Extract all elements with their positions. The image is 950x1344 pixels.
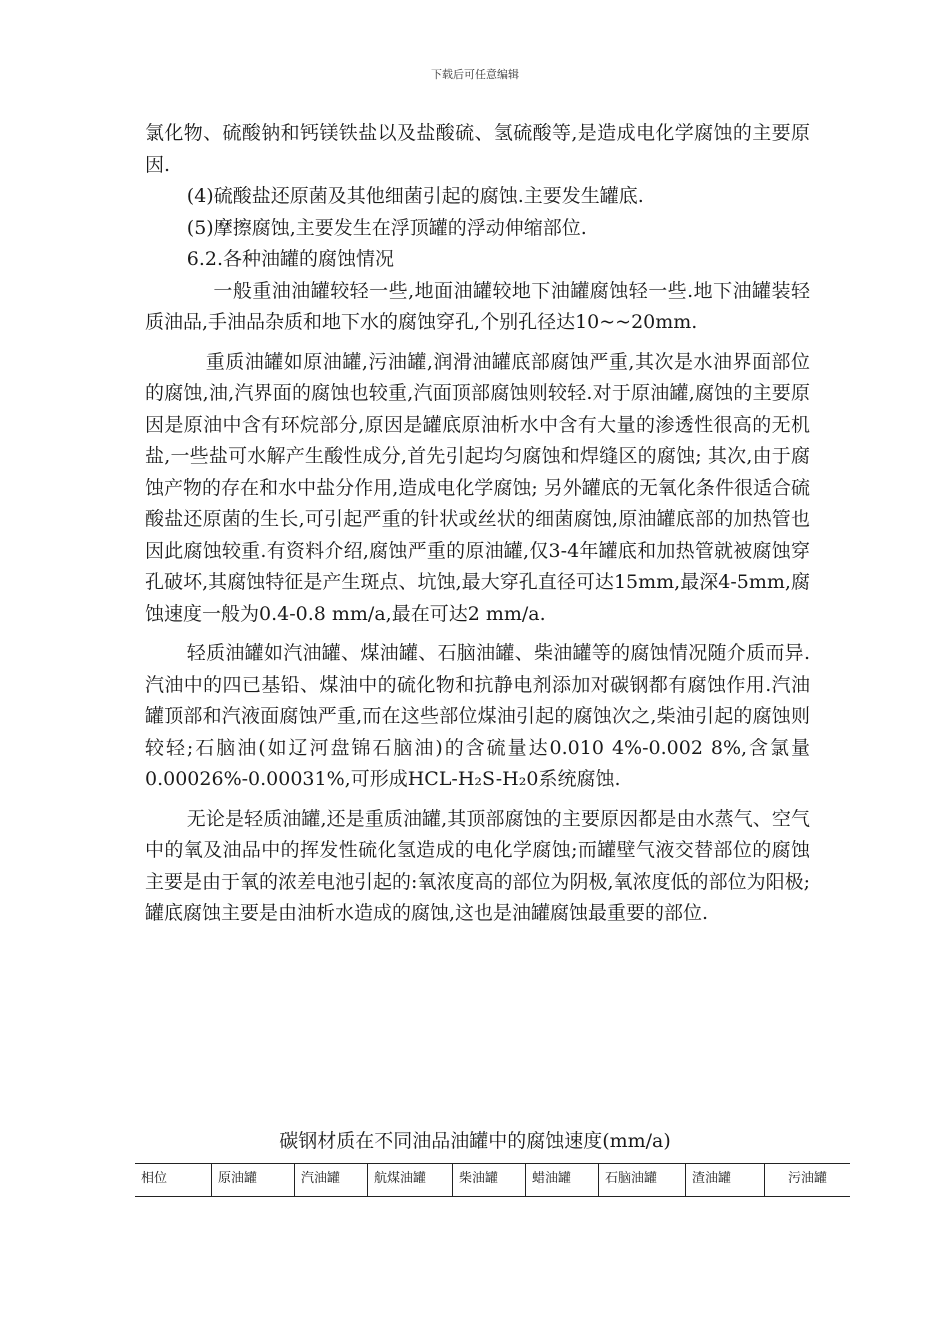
column-header: 污油罐 xyxy=(765,1164,851,1197)
column-header: 蜡油罐 xyxy=(526,1164,599,1197)
table-caption: 碳钢材质在不同油品油罐中的腐蚀速度(mm/a) xyxy=(279,1130,671,1152)
page-header: 下载后可任意编辑 xyxy=(431,68,519,81)
paragraph: 无论是轻质油罐,还是重质油罐,其顶部腐蚀的主要原因都是由水蒸气、空气中的氧及油品中的挥发性硫化氢造成的电化学腐蚀;而罐壁气液交替部位的腐蚀主要是由于氧的浓差电池引起的:氧浓度高的部位为阴极,氧浓度低的部位为阳极;罐底腐蚀主要是由油析水造成的腐蚀,这也是油罐腐蚀最重要的部位. xyxy=(145,807,810,924)
paragraph: 一般重油油罐较轻一些,地面油罐较地下油罐腐蚀轻一些.地下油罐装轻质油品,手油品杂质和地下水的腐蚀穿孔,个别孔径达10~~20mm. xyxy=(145,279,810,333)
paragraph: (4)硫酸盐还原菌及其他细菌引起的腐蚀.主要发生罐底. xyxy=(186,185,644,207)
column-header: 汽油罐 xyxy=(295,1164,368,1197)
paragraph: 轻质油罐如汽油罐、煤油罐、石脑油罐、柴油罐等的腐蚀情况随介质而异.汽油中的四已基铅、煤油中的硫化物和抗静电剂添加对碳钢都有腐蚀作用.汽油罐顶部和汽液面腐蚀严重,而在这些部位煤油引起的腐蚀次之,柴油引起的腐蚀则较轻;石脑油(如辽河盘锦石脑油)的含硫量达0.010 4%-0.002 8%,含氯量0.00026%-0.00031%,可形成HCL-H₂S-H₂0系统腐蚀. xyxy=(145,642,810,790)
column-header: 柴油罐 xyxy=(453,1164,526,1197)
document-body xyxy=(145,118,810,930)
column-header: 石脑油罐 xyxy=(599,1164,686,1197)
corrosion-rate-table xyxy=(135,1163,850,1197)
column-header: 相位 xyxy=(135,1164,212,1197)
column-header: 原油罐 xyxy=(212,1164,295,1197)
paragraph: (5)摩擦腐蚀,主要发生在浮顶罐的浮动伸缩部位. xyxy=(186,216,587,239)
column-header: 渣油罐 xyxy=(686,1164,765,1197)
column-header: 航煤油罐 xyxy=(368,1164,453,1197)
section-heading: 6.2.各种油罐的腐蚀情况 xyxy=(186,248,395,270)
table-header-row xyxy=(135,1164,850,1197)
paragraph: 重质油罐如原油罐,污油罐,润滑油罐底部腐蚀严重,其次是水油界面部位的腐蚀,油,汽界面的腐蚀也较重,汽面顶部腐蚀则较轻.对于原油罐,腐蚀的主要原因是原油中含有环烷部分,原因是罐底原油析水中含有大量的渗透性很高的无机盐,一些盐可水解产生酸性成分,首先引起均匀腐蚀和焊缝区的腐蚀; 其次,由于腐蚀产物的存在和水中盐分作用,造成电化学腐蚀; 另外罐底的无氧化条件很适合硫酸盐还原菌的生长,可引起严重的针状或丝状的细菌腐蚀,原油罐底部的加热管也因此腐蚀较重.有资料介绍,腐蚀严重的原油罐,仅3-4年罐底和加热管就被腐蚀穿孔破坏,其腐蚀特征是产生斑点、坑蚀,最大穿孔直径可达15mm,最深4-5mm,腐蚀速度一般为0.4-0.8 mm/a,最在可达2 mm/a. xyxy=(145,350,810,625)
paragraph: 氯化物、硫酸钠和钙镁铁盐以及盐酸硫、氢硫酸等,是造成电化学腐蚀的主要原因. xyxy=(145,122,810,176)
